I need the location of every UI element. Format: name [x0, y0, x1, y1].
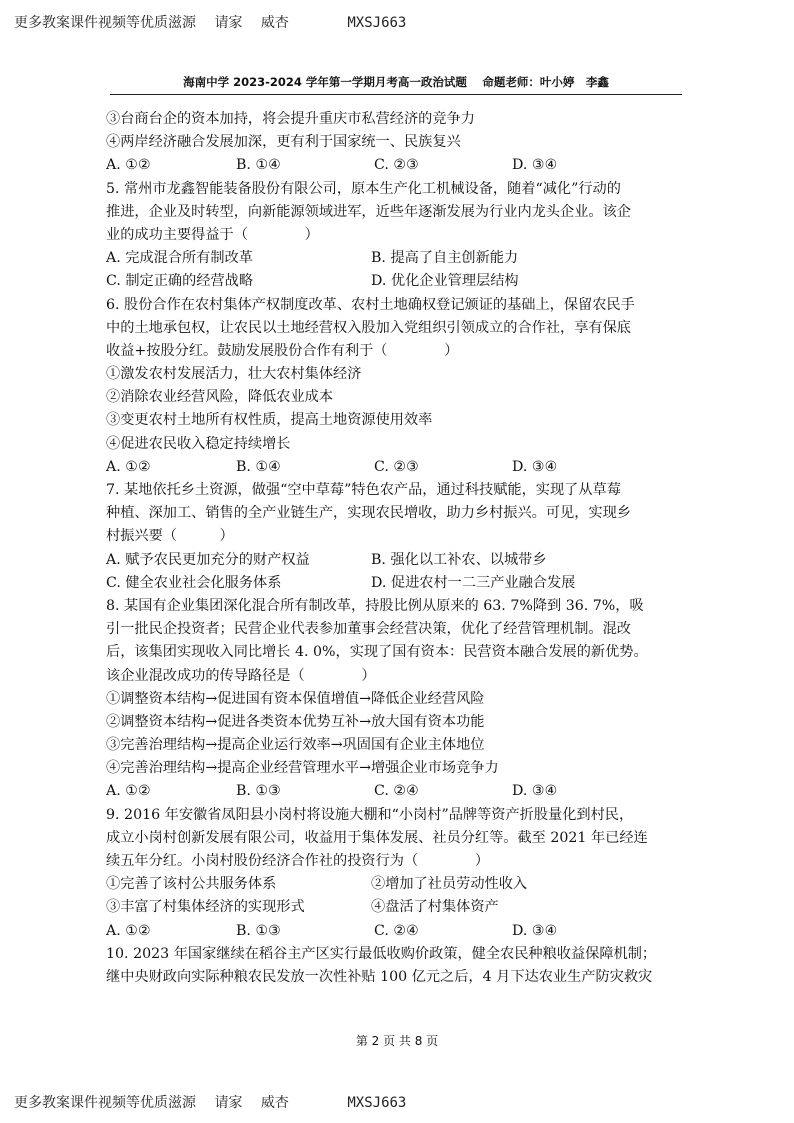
answer-options: [106, 780, 694, 803]
option-text: D. ③④: [512, 458, 558, 475]
text-line: 收益+按股分红。鼓励发展股份合作有利于（ ）: [106, 342, 459, 359]
text-line: 6. 股份合作在农村集体产权制度改革、农村土地确权登记颁证的基础上，保留农民手: [106, 296, 635, 313]
option-pair: [106, 270, 694, 293]
text-line: ③台商台企的资本加持，将会提升重庆市私营经济的竞争力: [106, 111, 475, 127]
text-line: 继中央财政向实际种粮农民发放一次性补贴 100 亿元之后，4 月下达农业生产防灾救灾: [106, 968, 653, 985]
option-pair: [106, 572, 694, 595]
text-line: ③完善治理结构→提高企业运行效率→巩固国有企业主体地位: [106, 737, 485, 754]
banner-name: 威杏: [260, 1095, 289, 1111]
option-text: D. ③④: [512, 783, 558, 800]
text-line: ④完善治理结构→提高企业经营管理水平→增强企业市场竞争力: [106, 760, 499, 777]
option-text: B. 强化以工补农、以城带乡: [371, 551, 547, 568]
text-line: 种植、深加工、销售的全产业链生产，实现农民增收，助力乡村振兴。可见，实现乡: [106, 505, 631, 522]
text-line: ④两岸经济融合发展加深，更有利于国家统一、民族复兴: [106, 134, 461, 151]
option-text: C. ②④: [374, 783, 419, 800]
banner-contact: 请家: [214, 1095, 243, 1111]
option-text: A. ①②: [106, 157, 151, 174]
text-line: 8. 某国有企业集团深化混合所有制改革，持股比例从原来的 63. 7%降到 36. 7%，吸: [106, 597, 644, 614]
text-line: 7. 某地依托乡土资源，做强“空中草莓”特色农产品，通过科技赋能，实现了从草莓: [106, 482, 621, 498]
option-text: B. ①④: [236, 157, 281, 174]
top-banner: [14, 12, 420, 32]
option-text: D. ③④: [512, 157, 558, 174]
text-line: ③变更农村土地所有权性质，提高土地资源使用效率: [106, 412, 433, 429]
text-line: 10. 2023 年国家继续在稻谷主产区实行最低收购价政策，健全农民种粮收益保障机制；: [106, 945, 657, 962]
option-text: D. 优化企业管理层结构: [371, 273, 519, 290]
answer-options: [106, 456, 694, 479]
exam-header: 海南中学 2023-2024 学年第一学期月考高一政治试题 命题老师：叶小婷 李鑫: [110, 74, 682, 95]
option-pair: [106, 873, 694, 896]
text-line: 业的成功主要得益于（ ）: [106, 226, 319, 243]
text-line: ②消除农业经营风险，降低农业成本: [106, 389, 334, 406]
option-text: C. ②③: [374, 157, 419, 174]
text-line: 5. 常州市龙鑫智能装备股份有限公司，原本生产化工机械设备，随着“减化”行动的: [106, 180, 621, 197]
option-text: ③丰富了村集体经济的实现形式: [106, 899, 305, 916]
option-text: A. ①②: [106, 783, 151, 800]
text-line: ①激发农村发展活力，壮大农村集体经济: [106, 366, 362, 383]
banner-name: 威杏: [260, 15, 289, 31]
option-pair: [106, 896, 694, 919]
option-text: C. ②④: [374, 922, 419, 939]
banner-code: MXSJ663: [347, 1095, 407, 1111]
option-text: B. ①③: [236, 922, 281, 939]
banner-contact: 请家: [214, 15, 243, 31]
text-line: 推进，企业及时转型，向新能源领域进军，近些年逐渐发展为行业内龙头企业。该企: [106, 203, 631, 220]
option-text: A. ①②: [106, 458, 151, 475]
option-text: B. ①③: [236, 783, 281, 800]
answer-options: [106, 154, 694, 177]
option-text: D. 促进农村一二三产业融合发展: [371, 574, 576, 591]
text-line: 后，该集团实现收入同比增长 4. 0%，实现了国有资本：民营资本融合发展的新优势。: [106, 644, 648, 661]
text-line: 成立小岗村创新发展有限公司，收益用于集体发展、社员分红等。截至 2021 年已经连: [106, 829, 648, 846]
answer-options: [106, 920, 694, 943]
option-text: A. 完成混合所有制改革: [106, 250, 253, 267]
text-line: ④促进农民收入稳定持续增长: [106, 435, 291, 452]
option-text: C. 健全农业社会化服务体系: [106, 574, 282, 591]
text-line: ②调整资本结构→促进各类资本优势互补→放大国有资本功能: [106, 713, 485, 730]
option-text: ④盘活了村集体资产: [371, 899, 499, 916]
text-line: 中的土地承包权，让农民以土地经营权入股加入党组织引领成立的合作社，享有保底: [106, 319, 631, 336]
option-text: ②增加了社员劳动性收入: [371, 876, 528, 893]
text-line: 该企业混改成功的传导路径是（ ）: [106, 667, 376, 684]
text-line: 引一批民企投资者；民营企业代表参加董事会经营决策，优化了经营管理机制。混改: [106, 621, 631, 638]
option-text: A. 赋予农民更加充分的财产权益: [106, 551, 310, 568]
option-text: B. ①④: [236, 458, 281, 475]
text-line: ①调整资本结构→促进国有资本保值增值→降低企业经营风险: [106, 690, 485, 707]
bottom-banner: [14, 1092, 420, 1112]
option-pair: [106, 549, 694, 572]
option-text: D. ③④: [512, 922, 558, 939]
text-line: 村振兴要（ ）: [106, 528, 234, 545]
option-text: B. 提高了自主创新能力: [371, 250, 519, 267]
option-text: C. 制定正确的经营战略: [106, 273, 254, 290]
option-text: A. ①②: [106, 922, 151, 939]
text-line: 9. 2016 年安徽省凤阳县小岗村将设施大棚和“小岗村”品牌等资产折股量化到村民，: [106, 806, 634, 823]
option-pair: [106, 247, 694, 270]
option-text: C. ②③: [374, 458, 419, 475]
banner-text: 更多教案课件视频等优质滋源: [14, 1095, 196, 1111]
page-number: 第 2 页 共 8 页: [355, 1034, 439, 1048]
banner-text: 更多教案课件视频等优质滋源: [14, 15, 196, 31]
option-text: ①完善了该村公共服务体系: [106, 876, 277, 893]
text-line: 续五年分红。小岗村股份经济合作社的投资行为（ ）: [106, 853, 490, 869]
banner-code: MXSJ663: [347, 15, 407, 31]
question-content: [106, 108, 694, 989]
